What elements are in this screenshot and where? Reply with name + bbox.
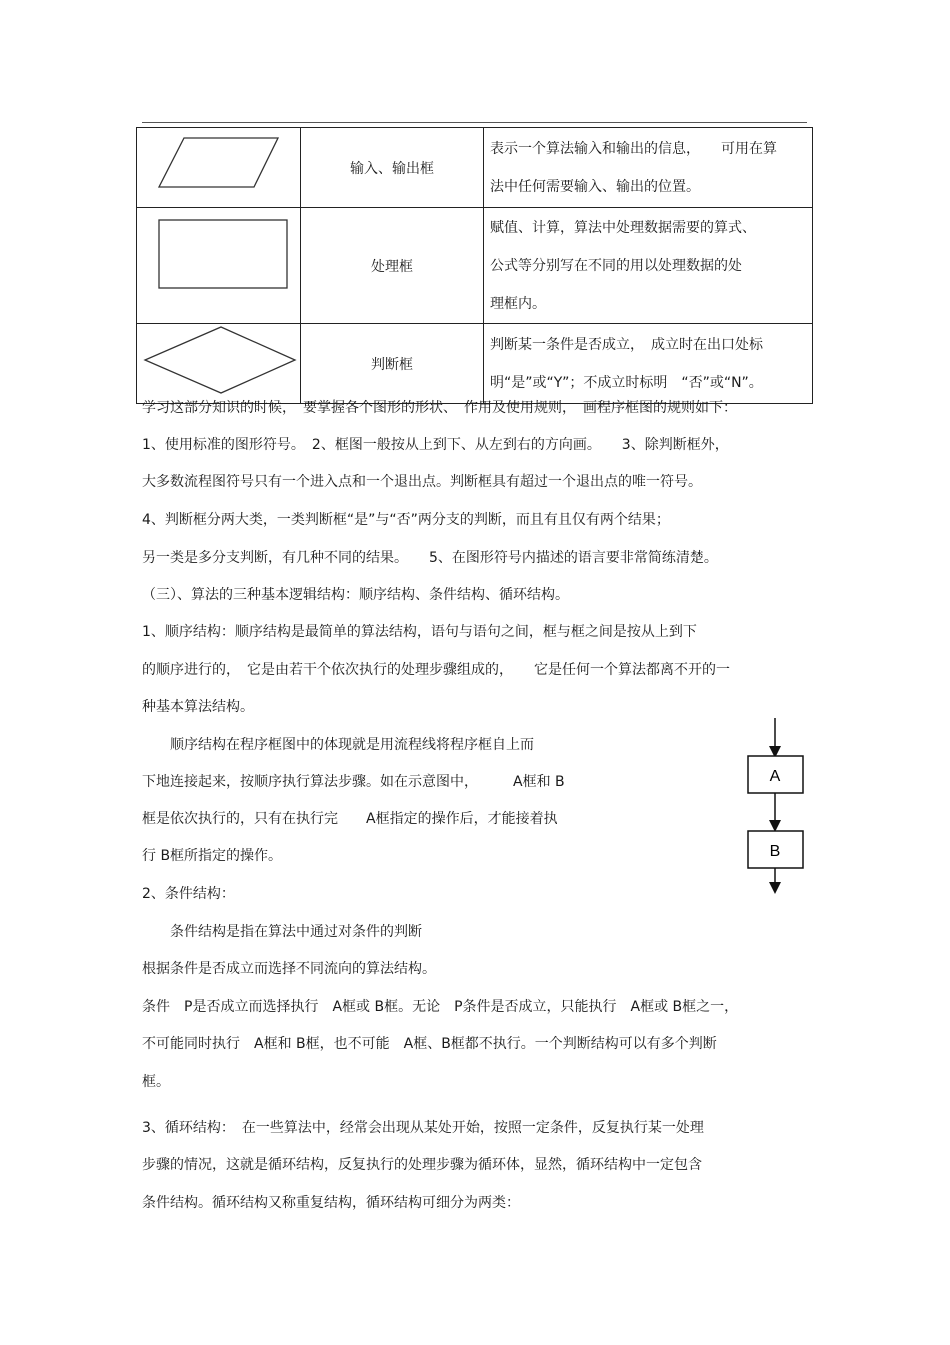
paragraph-line: 4、判断框分两大类，一类判断框“是”与“否”两分支的判断，而且有且仅有两个结果；	[142, 512, 670, 528]
paragraph-line: 大多数流程图符号只有一个进入点和一个退出点。判断框具有超过一个退出点的唯一符号。	[142, 474, 702, 490]
paragraph-line: 种基本算法结构。	[142, 699, 254, 715]
paragraph-line: 行 B框所指定的操作。	[142, 848, 283, 864]
table-row-io	[137, 128, 813, 208]
section-heading: （三）、算法的三种基本逻辑结构：顺序结构、条件结构、循环结构。	[142, 587, 569, 603]
table-row-decision	[137, 324, 813, 404]
shape-cell	[137, 324, 301, 404]
paragraph-line: 下地连接起来，按顺序执行算法步骤。如在示意图中， A框和 B	[142, 774, 565, 790]
shape-cell	[137, 128, 301, 208]
paragraph-line: 顺序结构在程序框图中的体现就是用流程线将程序框自上而	[142, 737, 534, 753]
box-b-label: B	[769, 843, 781, 860]
table-row-process	[137, 208, 813, 324]
paragraph-line: 1、使用标准的图形符号。 2、框图一般按从上到下、从左到右的方向画。 3、除判断框外，	[142, 437, 729, 453]
paragraph-line: 另一类是多分支判断，有几种不同的结果。 5、在图形符号内描述的语言要非常简练清楚。	[142, 550, 718, 566]
symbol-description	[484, 324, 813, 404]
paragraph-line: 框是依次执行的，只有在执行完 A框指定的操作后，才能接着执	[142, 811, 558, 827]
paragraph-line: 根据条件是否成立而选择不同流向的算法结构。	[142, 961, 436, 977]
desc-line: 理框内。	[490, 295, 546, 312]
parallelogram-icon	[137, 128, 300, 203]
desc-line: 公式等分别写在不同的用以处理数据的处	[490, 257, 742, 274]
desc-line: 表示一个算法输入和输出的信息， 可用在算	[490, 140, 777, 157]
desc-line: 赋值、计算，算法中处理数据需要的算式、	[490, 219, 756, 236]
desc-line: 法中任何需要输入、输出的位置。	[490, 178, 700, 195]
paragraph-line: 条件结构是指在算法中通过对条件的判断	[142, 924, 422, 940]
flowchart-symbol-table	[136, 127, 813, 404]
shape-cell	[137, 208, 301, 324]
symbol-description	[484, 128, 813, 208]
box-a-label: A	[769, 768, 781, 785]
desc-line: 判断某一条件是否成立， 成立时在出口处标	[490, 336, 763, 353]
subsection-heading: 3、循环结构： 在一些算法中，经常会出现从某处开始，按照一定条件，反复执行某一处理	[142, 1120, 704, 1136]
symbol-name: 处理框	[301, 208, 484, 324]
symbol-name: 判断框	[301, 324, 484, 404]
sequence-structure-diagram	[745, 716, 807, 896]
paragraph-line: 步骤的情况，这就是循环结构，反复执行的处理步骤为循环体，显然，循环结构中一定包含	[142, 1157, 702, 1173]
rectangle-icon	[137, 208, 300, 319]
symbol-name: 输入、输出框	[301, 128, 484, 208]
diamond-icon	[137, 324, 300, 399]
paragraph-line: 1、顺序结构：顺序结构是最简单的算法结构，语句与语句之间，框与框之间是按从上到下	[142, 624, 697, 640]
paragraph-line: 的顺序进行的， 它是由若干个依次执行的处理步骤组成的， 它是任何一个算法都离不开的一	[142, 662, 730, 678]
symbol-description	[484, 208, 813, 324]
paragraph-line: 学习这部分知识的时候， 要掌握各个图形的形状、 作用及使用规则， 画程序框图的规则如下：	[142, 400, 737, 416]
paragraph-line: 框。	[142, 1074, 170, 1090]
paragraph-line: 条件 P是否成立而选择执行 A框或 B框。无论 P条件是否成立，只能执行 A框或 B框之一，	[142, 999, 739, 1015]
paragraph-line: 条件结构。循环结构又称重复结构，循环结构可细分为两类：	[142, 1195, 520, 1211]
desc-line: 明“是”或“Y”；不成立时标明 “否”或“N”。	[490, 374, 763, 391]
subsection-heading: 2、条件结构：	[142, 886, 235, 902]
paragraph-line: 不可能同时执行 A框和 B框，也不可能 A框、B框都不执行。一个判断结构可以有多个判断	[142, 1036, 717, 1052]
header-rule	[142, 122, 807, 123]
